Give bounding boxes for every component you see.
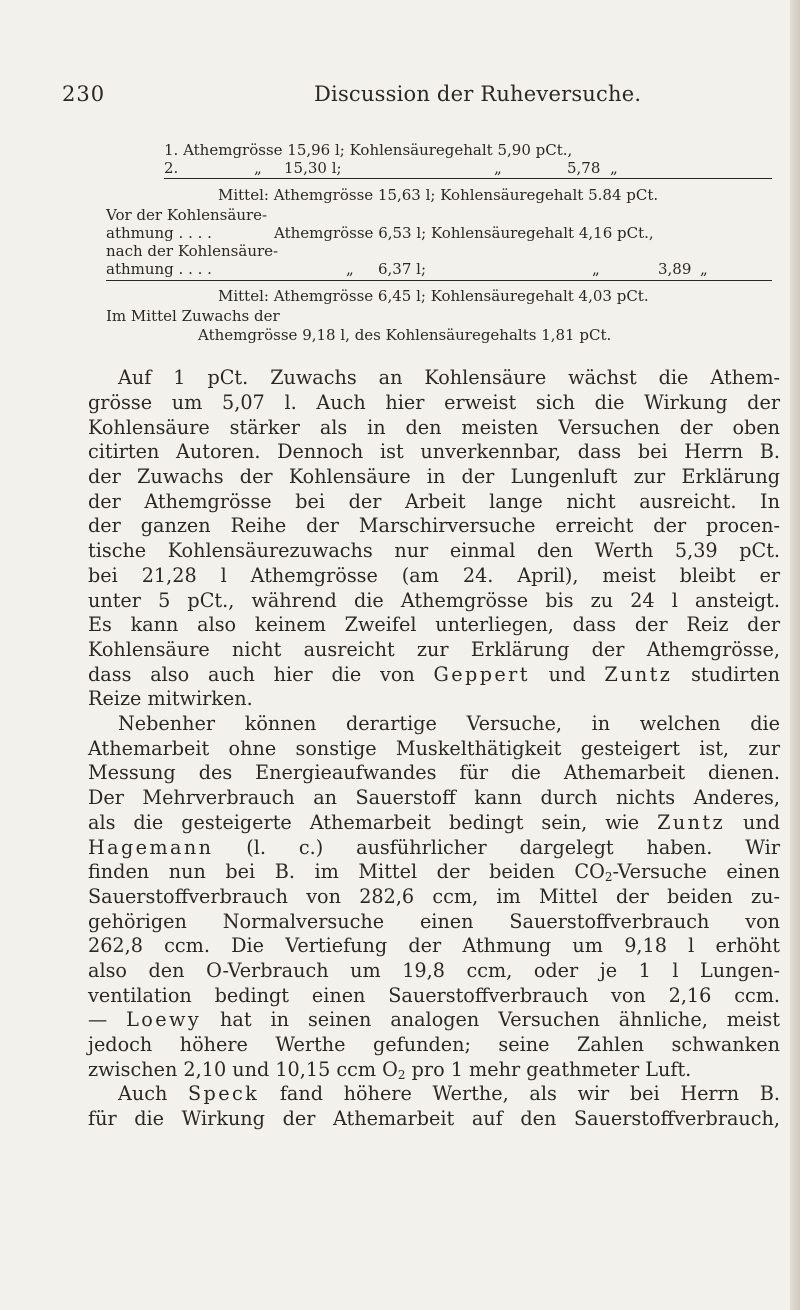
text-line: gehörigen Normalversuche einen Sauerstoffverbrauch von <box>88 910 780 933</box>
running-title: Discussion der Ruheversuche. <box>314 82 642 106</box>
text-line: Hagemann (l. c.) ausführlicher dargelegt haben. Wir <box>88 836 780 859</box>
table-row: Vor der Kohlensäure- <box>106 206 268 224</box>
author-name: Hagemann <box>88 836 214 859</box>
text-line: Athemarbeit ohne sonstige Muskelthätigkeit gesteigert ist, zur <box>88 737 780 760</box>
text-line: Auf 1 pCt. Zuwachs an Kohlensäure wächst die Athem- <box>118 366 780 389</box>
table-row: Mittel: Athemgrösse 6,45 l; Kohlensäuregehalt 4,03 pCt. <box>218 287 649 305</box>
text-line: grösse um 5,07 l. Auch hier erweist sich die Wirkung der <box>88 391 780 414</box>
text-line: Kohlensäure stärker als in den meisten Versuchen der oben <box>88 416 780 439</box>
author-name: Zuntz <box>604 663 673 686</box>
author-name: Geppert <box>433 663 530 686</box>
text-line: Es kann also keinem Zweifel unterliegen, dass der Reiz der <box>88 613 780 636</box>
page-number: 230 <box>62 82 106 106</box>
text-line: dass also auch hier die von Geppert und Zuntz studirten <box>88 663 781 686</box>
author-name: Loewy <box>126 1008 202 1031</box>
table-row: nach der Kohlensäure- <box>106 242 279 260</box>
table-row: Athemgrösse 9,18 l, des Kohlensäuregehalts 1,81 pCt. <box>198 326 612 344</box>
text-line: Kohlensäure nicht ausreicht zur Erklärung der Athemgrösse, <box>88 638 780 661</box>
text-line: für die Wirkung der Athemarbeit auf den Sauerstoffverbrauch, <box>88 1107 780 1130</box>
text-line: als die gesteigerte Athemarbeit bedingt sein, wie Zuntz und <box>88 811 780 834</box>
text-line: jedoch höhere Werthe gefunden; seine Zahlen schwanken <box>88 1033 780 1056</box>
text-line: Reize mitwirken. <box>88 687 253 710</box>
text-line: citirten Autoren. Dennoch ist unverkennbar, dass bei Herrn B. <box>88 440 780 463</box>
sum-rule <box>106 280 772 281</box>
sum-rule <box>164 178 772 179</box>
text-line: tische Kohlensäurezuwachs nur einmal den Werth 5,39 pCt. <box>88 539 780 562</box>
table-row: Mittel: Athemgrösse 15,63 l; Kohlensäuregehalt 5.84 pCt. <box>218 186 659 204</box>
text-line: 262,8 ccm. Die Vertiefung der Athmung um 9,18 l erhöht <box>88 934 780 957</box>
text-line: der Zuwachs der Kohlensäure in der Lungenluft zur Erklärung <box>88 465 780 488</box>
running-head <box>62 82 760 112</box>
text-line: ventilation bedingt einen Sauerstoffverbrauch von 2,16 ccm. <box>88 984 780 1007</box>
book-page: 230 Discussion der Ruheversuche. 1. Athemgrösse 15,96 l; Kohlensäuregehalt 5,90 pCt., 2. „ 15,30 l; „ 5,78 „ Mittel: Athemgrösse 15,63 l; Kohlensäuregehalt 5.84 pCt. Vor der Kohlensäure- athmung . . . . Athemgrösse 6,53 l; Kohlensäuregehalt 4,16 pCt., nach der Kohlensäure- athmung . . . . „ 6,37 l; „ 3,89 „ Mittel: Athemgrösse 6,45 l; Kohlensäuregehalt 4,03 pCt. Im Mittel Zuwachs der Athemgrösse 9,18 l, des Kohlensäuregehalts 1,81 pCt. Auf 1 pCt. Zuwachs an Kohlensäure wächst die Athem- grösse um 5,07 l. Auch hier erweist sich die Wirkung der Kohlensäure stärker als in den meisten Versuchen der oben citirten Autoren. Dennoch ist unverkennbar, dass bei Herrn B. der Zuwachs der Kohlensäure in der Lungenluft zur Erklärung der Athemgrösse bei der Arbeit lange nicht ausreicht. In der ganzen Reihe der Marschirversuche erreicht der procen- tische Kohlensäurezuwachs nur einmal den Werth 5,39 pCt. bei 21,28 l Athemgrösse (am 24. April), meist bleibt er unter 5 pCt., während die Athemgrösse bis zu 24 l ansteigt. Es kann also keinem Zweifel unterliegen, dass der Reiz der Kohlensäure nicht ausreicht zur Erklärung der Athemgrösse, dass also auch hier die von Geppert und Zuntz studirten Reize mitwirken. Nebenher können derartige Versuche, in welchen die Athemarbeit ohne sonstige Muskelthätigkeit gesteigert ist, zur Messung des Energieaufwandes für die Athemarbeit dienen. Der Mehrverbrauch an Sauerstoff kann durch nichts Anderes, als die gesteigerte Athemarbeit bedingt sein, wie Zuntz und Hagemann (l. c.) ausführlicher dargelegt haben. Wir finden nun bei B. im Mittel der beiden $CO_2$-Versuche einen Sauerstoffverbrauch von 282,6 ccm, im Mittel der beiden zu- gehörigen Normalversuche einen Sauerstoffverbrauch von 262,8 ccm. Die Vertiefung der Athmung um 9,18 l erhöht also den O-Verbrauch um 19,8 ccm, oder je 1 l Lungen- ventilation bedingt einen Sauerstoffverbrauch von 2,16 ccm. — Loewy hat in seinen analogen Versuchen ähnliche, meist jedoch höhere Werthe gefunden; seine Zahlen schwanken zwischen 2,10 und 10,15 ccm $O_2$ pro 1 mehr geathmeter Luft. Auch Speck fand höhere Werthe, als wir bei Herrn B. für die Wirkung der Athemarbeit auf den Sauerstoffverbrauch, <box>0 0 800 1310</box>
text-line: unter 5 pCt., während die Athemgrösse bis zu 24 l ansteigt. <box>88 589 780 612</box>
text-line: Nebenher können derartige Versuche, in welchen die <box>118 712 780 735</box>
author-name: Zuntz <box>657 811 725 834</box>
table-row: 1. Athemgrösse 15,96 l; Kohlensäuregehalt 5,90 pCt., <box>164 141 573 159</box>
text-line: Messung des Energieaufwandes für die Athemarbeit dienen. <box>88 761 780 784</box>
text-line: finden nun bei B. im Mittel der beiden $CO_2$-Versuche einen <box>88 860 780 884</box>
text-line: der Athemgrösse bei der Arbeit lange nicht ausreicht. In <box>88 490 780 513</box>
text-line: also den O-Verbrauch um 19,8 ccm, oder je 1 l Lungen- <box>88 959 780 982</box>
text-line: Auch Speck fand höhere Werthe, als wir bei Herrn B. <box>118 1082 781 1105</box>
page-edge-shadow <box>790 0 800 1310</box>
text-line: Der Mehrverbrauch an Sauerstoff kann durch nichts Anderes, <box>88 786 780 809</box>
text-line: der ganzen Reihe der Marschirversuche erreicht der procen- <box>88 514 780 537</box>
text-line: — Loewy hat in seinen analogen Versuchen ähnliche, meist <box>88 1008 780 1031</box>
author-name: Speck <box>188 1082 260 1105</box>
text-line: Sauerstoffverbrauch von 282,6 ccm, im Mittel der beiden zu- <box>88 885 780 908</box>
text-line: zwischen 2,10 und 10,15 ccm $O_2$ pro 1 mehr geathmeter Luft. <box>88 1058 692 1082</box>
table-row: Im Mittel Zuwachs der <box>106 307 280 325</box>
text-line: bei 21,28 l Athemgrösse (am 24. April), meist bleibt er <box>88 564 780 587</box>
